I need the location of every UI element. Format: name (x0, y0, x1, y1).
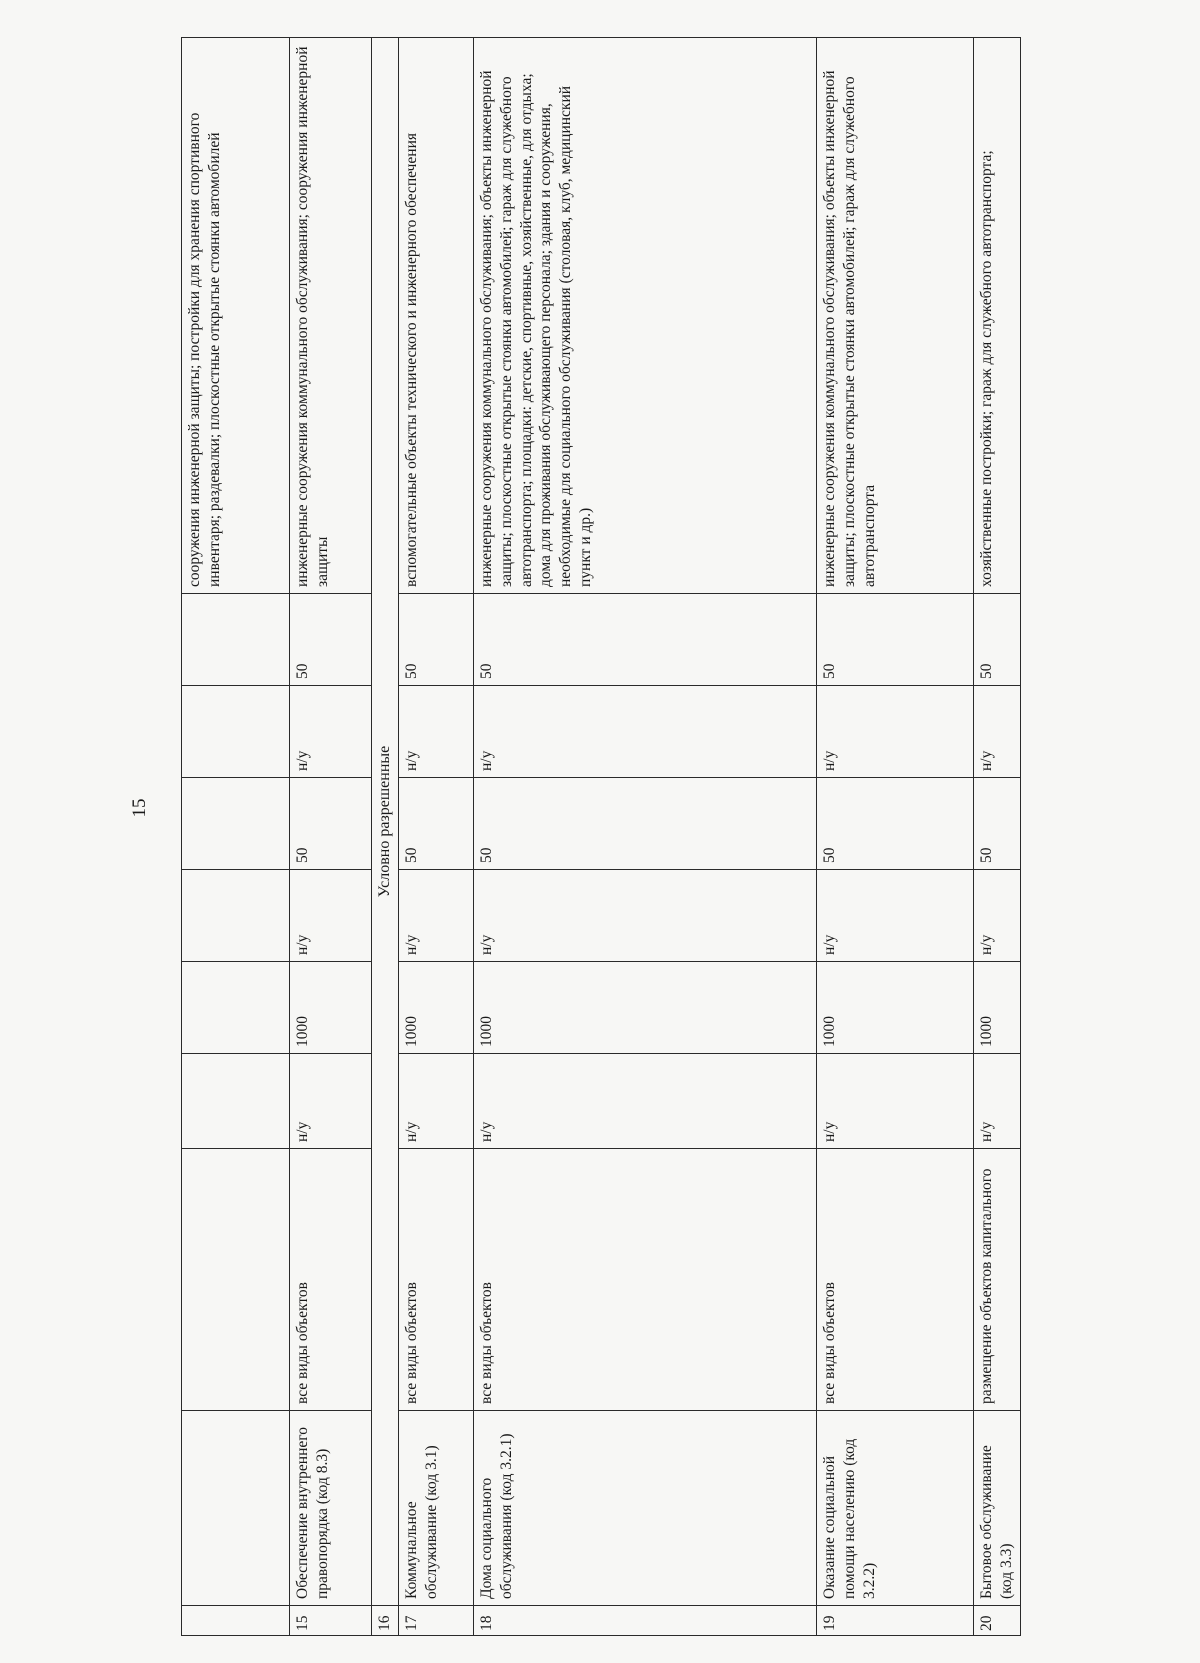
use-name-cell (182, 1411, 290, 1606)
use-name-cell: Оказание социальной помощи населению (код 3.2.2) (817, 1411, 974, 1606)
param-cell-1: н/у (474, 1054, 817, 1149)
accessory-uses-cell: сооружения инженерной защиты; постройки для хранения спортивного инвентаря; раздевалки; плоскостные открытые стоянки автомобилей (182, 38, 290, 594)
param-cell-4: 50 (817, 778, 974, 870)
param-cell-1: н/у (817, 1054, 974, 1149)
table-row (817, 38, 974, 1636)
param-cell-2 (182, 962, 290, 1054)
param-cell-6: 50 (974, 594, 1021, 686)
param-cell-5: н/у (290, 686, 372, 778)
param-cell-1: н/у (290, 1054, 372, 1149)
objects-cell: размещение объектов капитального (974, 1149, 1021, 1411)
param-cell-4 (182, 778, 290, 870)
table-row (974, 38, 1021, 1636)
param-cell-6: 50 (474, 594, 817, 686)
use-name-cell: Коммунальное обслуживание (код 3.1) (399, 1411, 474, 1606)
table-row (399, 38, 474, 1636)
param-cell-5: н/у (474, 686, 817, 778)
param-cell-5: н/у (817, 686, 974, 778)
param-cell-6: 50 (399, 594, 474, 686)
param-cell-2: 1000 (974, 962, 1021, 1054)
accessory-uses-cell: хозяйственные постройки; гараж для служебного автотранспорта; (974, 38, 1021, 594)
table-row (290, 38, 372, 1636)
table-row (474, 38, 817, 1636)
param-cell-1: н/у (974, 1054, 1021, 1149)
param-cell-6 (182, 594, 290, 686)
param-cell-5: н/у (399, 686, 474, 778)
page-number: 15 (129, 798, 150, 818)
accessory-uses-cell: инженерные сооружения коммунального обслуживания; сооружения инженерной защиты (290, 38, 372, 594)
use-name-cell: Бытовое обслуживание (код 3.3) (974, 1411, 1021, 1606)
param-cell-3: н/у (474, 870, 817, 962)
param-cell-5: н/у (974, 686, 1021, 778)
row-number-cell (182, 1606, 290, 1636)
objects-cell: все виды объектов (474, 1149, 817, 1411)
row-number-cell: 18 (474, 1606, 817, 1636)
param-cell-6: 50 (817, 594, 974, 686)
row-number-cell: 15 (290, 1606, 372, 1636)
accessory-uses-cell: инженерные сооружения коммунального обслуживания; объекты инженерной защиты; плоскостные открытые стоянки автомобилей; гараж для служебного автотранспорта (817, 38, 974, 594)
param-cell-3: н/у (399, 870, 474, 962)
param-cell-4: 50 (399, 778, 474, 870)
section-title: Условно разрешенные (372, 38, 399, 1606)
table-row-continuation (182, 38, 290, 1636)
accessory-uses-cell: вспомогательные объекты технического и инженерного обеспечения (399, 38, 474, 594)
document-table-viewport (181, 38, 1015, 1636)
param-cell-1: н/у (399, 1054, 474, 1149)
objects-cell (182, 1149, 290, 1411)
row-number-cell: 19 (817, 1606, 974, 1636)
param-cell-4: 50 (974, 778, 1021, 870)
param-cell-3: н/у (290, 870, 372, 962)
param-cell-3 (182, 870, 290, 962)
param-cell-2: 1000 (290, 962, 372, 1054)
use-name-cell: Дома социального обслуживания (код 3.2.1) (474, 1411, 817, 1606)
param-cell-6: 50 (290, 594, 372, 686)
row-number-cell: 16 (372, 1606, 399, 1636)
objects-cell: все виды объектов (290, 1149, 372, 1411)
param-cell-3: н/у (974, 870, 1021, 962)
section-row (372, 38, 399, 1636)
objects-cell: все виды объектов (817, 1149, 974, 1411)
param-cell-4: 50 (290, 778, 372, 870)
param-cell-3: н/у (817, 870, 974, 962)
row-number-cell: 17 (399, 1606, 474, 1636)
permitted-use-table (181, 37, 1021, 1636)
param-cell-5 (182, 686, 290, 778)
param-cell-2: 1000 (474, 962, 817, 1054)
row-number-cell: 20 (974, 1606, 1021, 1636)
accessory-uses-cell: инженерные сооружения коммунального обслуживания; объекты инженерной защиты; плоскостные открытые стоянки автомобилей; гараж для служебного автотранспорта; площадки: детские, спортивные, хозяйственные, для отдыха; дома для проживания обслуживающего персонала; здания и сооружения, необходимые для социального обслуживания (столовая, клуб, медицинский пункт и др.) (474, 38, 817, 594)
param-cell-1 (182, 1054, 290, 1149)
param-cell-4: 50 (474, 778, 817, 870)
use-name-cell: Обеспечение внутреннего правопорядка (код 8.3) (290, 1411, 372, 1606)
param-cell-2: 1000 (817, 962, 974, 1054)
param-cell-2: 1000 (399, 962, 474, 1054)
objects-cell: все виды объектов (399, 1149, 474, 1411)
